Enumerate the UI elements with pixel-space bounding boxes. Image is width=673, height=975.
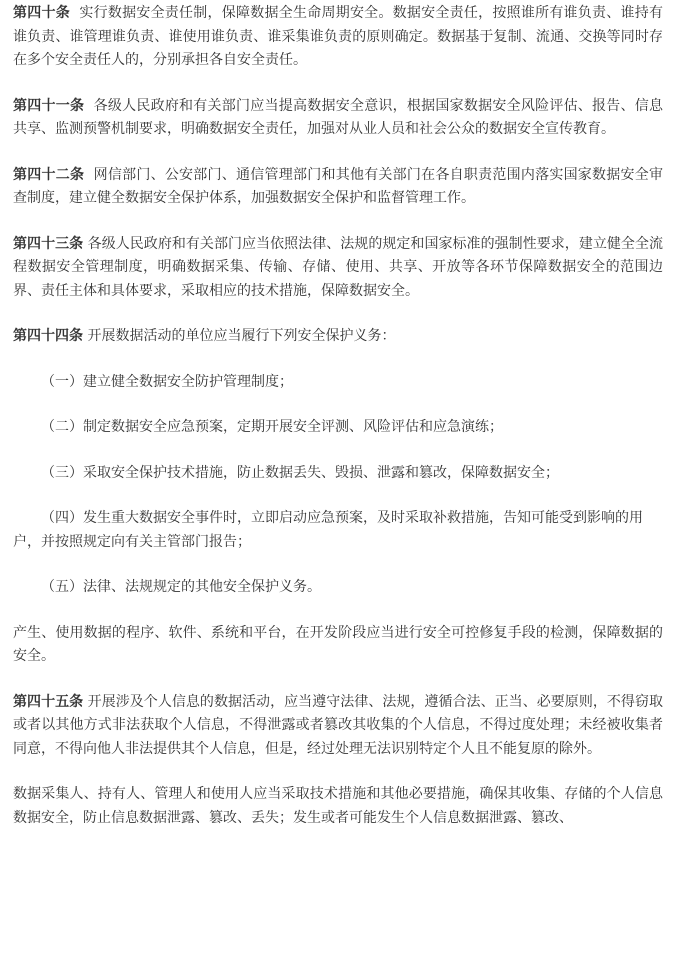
article-42 (13, 164, 663, 211)
article-number: 第四十四条 (13, 328, 83, 344)
article-number: 第四十五条 (13, 693, 84, 710)
article-text: 网信部门、公安部门、通信管理部门和其他有关部门在各自职责范围内落实国家数据安全审查制度，建立健全数据安全保护体系，加强数据安全保护和监督管理工作。 (13, 166, 664, 206)
list-item: （三）采取安全保护技术措施，防止数据丢失、毁损、泄露和篡改，保障数据安全； (41, 464, 559, 481)
article-45 (13, 691, 663, 762)
article-text: 开展数据活动的单位应当履行下列安全保护义务： (87, 328, 396, 344)
article-number: 第四十条 (13, 5, 70, 21)
article-43 (13, 233, 663, 304)
document-body (13, 2, 663, 852)
article-text: 开展涉及个人信息的数据活动，应当遵守法律、法规，遵循合法、正当、必要原则，不得窃取或者以其他方式非法获取个人信息，不得泄露或者篡改其收集的个人信息，不得过度处理；未经被收集者同意，不得向他人非法提供其个人信息，但是，经过处理无法识别特定个人且不能复原的除外。 (13, 693, 663, 757)
article-number: 第四十一条 (13, 97, 85, 114)
list-item: （一）建立健全数据安全防护管理制度； (41, 373, 293, 390)
article-number: 第四十二条 (13, 166, 85, 183)
article-40 (13, 2, 663, 73)
list-item: （五）法律、法规规定的其他安全保护义务。 (41, 579, 321, 595)
list-item: （四）发生重大数据安全事件时，立即启动应急预案，及时采取补救措施，告知可能受到影响的用户，并按照规定向有关主管部门报告； (13, 510, 643, 550)
last-paragraph: 数据采集人、持有人、管理人和使用人应当采取技术措施和其他必要措施，确保其收集、存储的个人信息数据安全，防止信息数据泄露、篡改、丢失；发生或者可能发生个人信息数据泄露、篡改、 (13, 786, 663, 826)
paragraph-after-items: 产生、使用数据的程序、软件、系统和平台，在开发阶段应当进行安全可控修复手段的检测，保障数据的安全。 (13, 624, 663, 664)
article-text: 各级人民政府和有关部门应当提高数据安全意识，根据国家数据安全风险评估、报告、信息共享、监测预警机制要求，明确数据安全责任，加强对从业人员和社会公众的数据安全宣传教育。 (13, 97, 664, 137)
article-number: 第四十三条 (13, 235, 84, 252)
article-text: 实行数据安全责任制，保障数据全生命周期安全。数据安全责任，按照谁所有谁负责、谁持有谁负责、谁管理谁负责、谁使用谁负责、谁采集谁负责的原则确定。数据基于复制、流通、交换等同时存在多个安全责任人的，分别承担各自安全责任。 (13, 5, 664, 68)
article-text: 各级人民政府和有关部门应当依照法律、法规的规定和国家标准的强制性要求，建立健全全流程数据安全管理制度，明确数据采集、传输、存储、使用、共享、开放等各环节保障数据安全的范围边界、责任主体和具体要求，采取相应的技术措施，保障数据安全。 (13, 235, 663, 299)
article-44 (13, 325, 663, 349)
list-item: （二）制定数据安全应急预案，定期开展安全评测、风险评估和应急演练； (41, 419, 503, 435)
article-41 (13, 95, 663, 142)
